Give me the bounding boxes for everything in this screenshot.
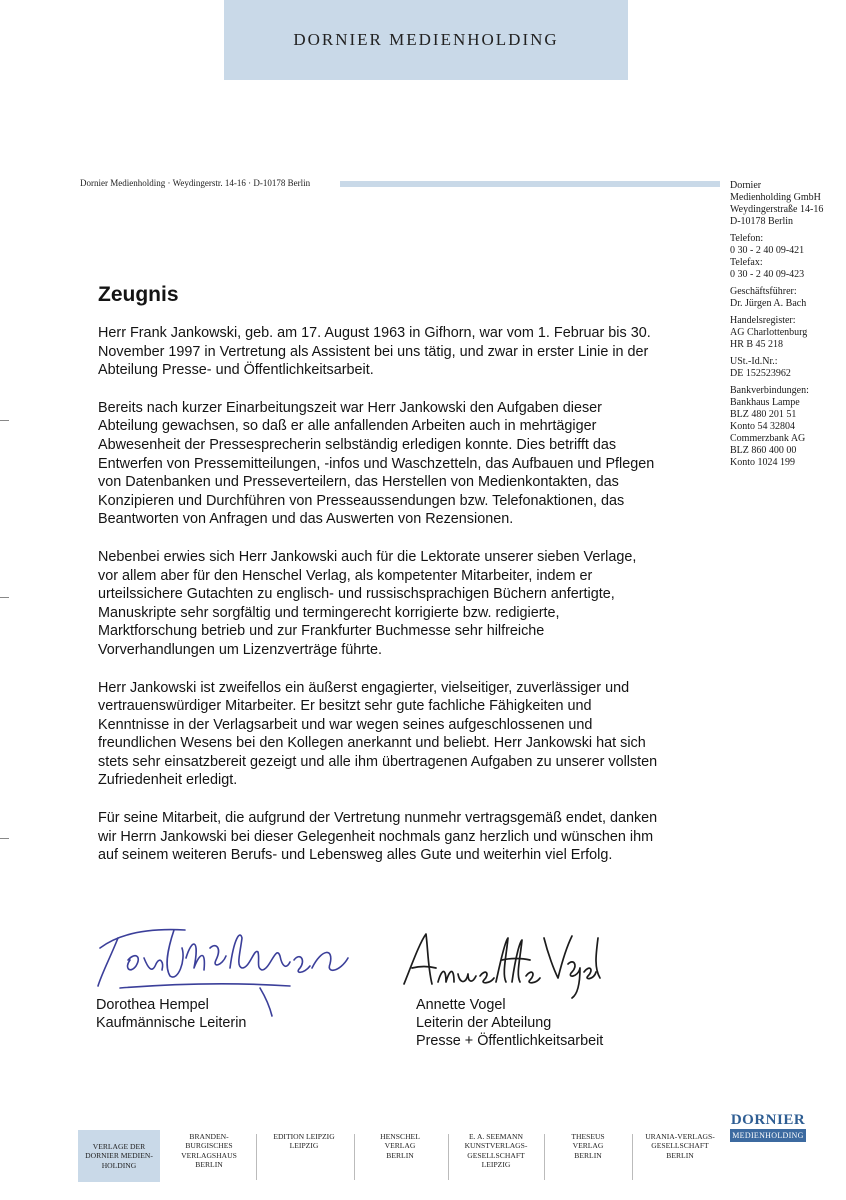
footer-publisher	[360, 1130, 440, 1182]
fold-mark	[0, 420, 9, 421]
footer-publisher	[454, 1130, 538, 1182]
contact-line: USt.-Id.Nr.:	[730, 356, 778, 367]
contact-line: Telefax:	[730, 257, 763, 268]
letterhead-band	[224, 0, 628, 80]
footer-line: E. A. SEEMANN	[468, 1132, 523, 1141]
contact-line: 0 30 - 2 40 09-421	[730, 245, 805, 256]
footer-line: BERLIN	[195, 1160, 223, 1170]
footer-publisher	[78, 1130, 160, 1182]
footer-publisher	[550, 1130, 626, 1182]
footer-line: VERLAGSHAUS	[181, 1150, 237, 1160]
document-title: Zeugnis	[98, 283, 179, 306]
sender-divider-bar	[340, 181, 720, 187]
body-paragraph: Herr Jankowski ist zweifellos ein äußerst engagierter, vielseitiger, zuverlässiger und vertrauenswürdiger Mitarbeiter. Er besitzt sehr gute fachliche Fähigkeiten und Kenntnisse in der Verlagsarbeit und war wegen seines aufgeschlossenen und freundlichen Wesens bei den Kollegen anerkannt und beliebt. Herr Jankowski hat sich stets sehr einsatzbereit gezeigt und alle ihm übertragenen Aufgaben zu unserer vollsten Zufriedenheit erledigt.	[98, 679, 658, 789]
contact-line: Dr. Jürgen A. Bach	[730, 298, 807, 309]
publisher-footer	[78, 1130, 808, 1182]
contact-banking	[730, 385, 840, 469]
brand-subtitle: MEDIENHOLDING	[730, 1129, 806, 1142]
footer-line: DORNIER MEDIEN-	[85, 1151, 153, 1161]
contact-management	[730, 286, 840, 310]
footer-line: BRANDEN-	[189, 1132, 229, 1141]
contact-line: Weydingerstraße 14-16	[730, 204, 824, 215]
signatory-hempel	[96, 996, 246, 1032]
fold-mark	[0, 597, 9, 598]
footer-separator	[448, 1134, 449, 1180]
contact-register	[730, 315, 840, 351]
footer-line: KUNSTVERLAGS-	[464, 1141, 528, 1151]
signatory-name: Annette Vogel	[416, 997, 506, 1013]
footer-line: BERLIN	[574, 1150, 602, 1160]
contact-line: AG Charlottenburg	[730, 327, 808, 338]
footer-separator	[632, 1134, 633, 1180]
contact-line: Konto 1024 199	[730, 457, 795, 468]
brand-name: DORNIER	[730, 1112, 806, 1128]
signatory-name: Dorothea Hempel	[96, 997, 209, 1013]
footer-line: THESEUS	[571, 1132, 605, 1141]
contact-vat	[730, 356, 840, 380]
footer-line: BERLIN	[666, 1150, 694, 1160]
contact-line: Telefon:	[730, 233, 764, 244]
sender-address-line: Dornier Medienholding · Weydingerstr. 14-16 · D-10178 Berlin	[80, 178, 311, 188]
contact-line: Handelsregister:	[730, 315, 796, 326]
footer-line: HENSCHEL	[380, 1132, 420, 1141]
signatory-role: Kaufmännische Leiterin	[96, 1015, 247, 1031]
footer-line: LEIPZIG	[289, 1141, 319, 1151]
contact-line: HR B 45 218	[730, 339, 784, 350]
footer-line: VERLAGE DER	[92, 1141, 146, 1151]
footer-line: GESELLSCHAFT	[651, 1141, 709, 1151]
contact-address	[730, 180, 840, 228]
footer-separator	[256, 1134, 257, 1180]
footer-line: LEIPZIG	[481, 1160, 511, 1170]
footer-line: URANIA-VERLAGS-	[645, 1132, 715, 1141]
footer-line: VERLAG	[572, 1141, 604, 1151]
signatory-role: Presse + Öffentlichkeitsarbeit	[416, 1033, 604, 1049]
footer-publisher	[170, 1130, 248, 1182]
document-body	[98, 324, 660, 884]
contact-line: Dornier	[730, 180, 762, 191]
contact-phone	[730, 233, 840, 281]
contact-line: D-10178 Berlin	[730, 216, 794, 227]
contact-column	[730, 180, 840, 474]
signatory-role: Leiterin der Abteilung	[416, 1015, 552, 1031]
body-paragraph: Für seine Mitarbeit, die aufgrund der Vertretung nunmehr vertragsgemäß endet, danken wir Herrn Jankowski bei dieser Gelegenheit nochmals ganz herzlich und wünschen ihm auf seinem weiteren Berufs- und Lebensweg alles Gute und weiterhin viel Erfolg.	[98, 810, 658, 864]
letterhead-title: DORNIER MEDIENHOLDING	[293, 30, 559, 49]
footer-line: HOLDING	[101, 1160, 137, 1170]
footer-line: BURGISCHES	[185, 1141, 233, 1151]
contact-line: Konto 54 32804	[730, 421, 795, 432]
contact-line: Commerzbank AG	[730, 433, 806, 444]
contact-line: DE 152523962	[730, 368, 791, 379]
footer-brand-logo	[730, 1112, 806, 1142]
contact-line: Bankverbindungen:	[730, 385, 809, 396]
footer-line: BERLIN	[386, 1150, 414, 1160]
body-paragraph: Herr Frank Jankowski, geb. am 17. August 1963 in Gifhorn, war vom 1. Februar bis 30. November 1997 in Vertretung als Assistent bei uns tätig, und zwar in erster Linie in der Abteilung Presse- und Öffentlichkeitsarbeit.	[98, 325, 651, 379]
contact-line: BLZ 480 201 51	[730, 409, 797, 420]
footer-line: VERLAG	[384, 1141, 416, 1151]
footer-line: EDITION LEIPZIG	[273, 1132, 335, 1141]
contact-line: 0 30 - 2 40 09-423	[730, 269, 805, 280]
contact-line: BLZ 860 400 00	[730, 445, 797, 456]
body-paragraph: Bereits nach kurzer Einarbeitungszeit war Herr Jankowski den Aufgaben dieser Abteilung gewachsen, so daß er alle anfallenden Arbeiten auch in mehrtägiger Abwesenheit der Pressesprecherin selbständig erledigen konnte. Dies betrifft das Entwerfen von Pressemitteilungen, -infos und Waschzetteln, das Aufbauen und Pflegen von Datenbanken und Presseverteilern, das Herstellen von Medienkontakten, das Konzipieren und Durchführen von Presseaussendungen bzw. Telefonaktionen, das Beantworten von Anfragen und das Auswerten von Rezensionen.	[98, 399, 655, 528]
signature-vogel	[398, 924, 608, 1004]
contact-line: Medienholding GmbH	[730, 192, 821, 203]
contact-line: Bankhaus Lampe	[730, 397, 800, 408]
signatory-vogel	[416, 996, 603, 1050]
footer-publisher	[636, 1130, 724, 1182]
footer-separator	[544, 1134, 545, 1180]
footer-separator	[354, 1134, 355, 1180]
contact-line: Geschäftsführer:	[730, 286, 797, 297]
body-paragraph: Nebenbei erwies sich Herr Jankowski auch für die Lektorate unserer sieben Verlage, vor allem aber für den Henschel Verlag, als kompetenter Mitarbeiter, indem er urteilssichere Gutachten zu englisch- und russischsprachigen Büchern anfertigte, Manuskripte sehr sorgfältig und termingerecht korrigierte bzw. redigierte, Marktforschung betrieb und zur Frankfurter Buchmesse sehr hilfreiche Vorverhandlungen um Lizenzverträge führte.	[98, 548, 637, 658]
fold-mark	[0, 838, 9, 839]
footer-publisher	[262, 1130, 346, 1182]
footer-line: GESELLSCHAFT	[467, 1150, 525, 1160]
